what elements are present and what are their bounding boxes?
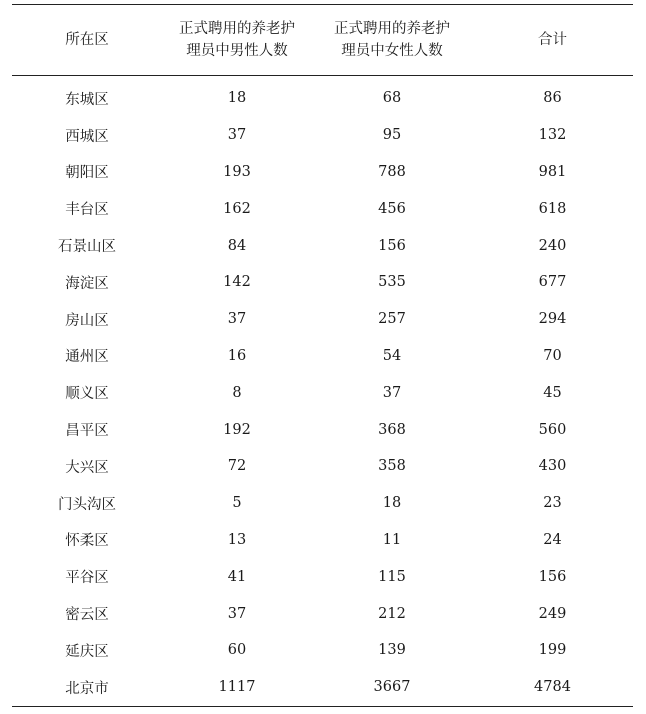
table-row	[12, 374, 633, 411]
header-male-count	[162, 5, 312, 76]
cell-male: 37	[227, 311, 247, 328]
cell-female: 139	[378, 642, 406, 659]
cell-male: 41	[227, 568, 247, 585]
cell-female: 11	[382, 531, 402, 548]
table-body	[12, 76, 633, 707]
cell-total: 199	[538, 642, 567, 659]
table-row	[12, 411, 633, 448]
header-total-label: 合计	[538, 32, 567, 48]
cell-male: 18	[227, 90, 247, 107]
cell-district: 北京市	[12, 669, 162, 706]
cell-district: 房山区	[65, 312, 109, 329]
cell-total: 4784	[472, 669, 633, 706]
table-row	[12, 190, 633, 227]
cell-district: 海淀区	[65, 275, 109, 292]
cell-total: 249	[538, 605, 567, 622]
cell-district: 门头沟区	[58, 496, 116, 513]
cell-district: 密云区	[65, 607, 109, 624]
cell-district: 石景山区	[58, 239, 116, 256]
cell-total: 618	[538, 200, 567, 217]
cell-total: 294	[538, 311, 567, 328]
cell-female: 212	[378, 605, 406, 622]
header-female-count	[312, 5, 472, 76]
cell-female: 95	[382, 127, 402, 144]
cell-district: 丰台区	[65, 202, 109, 219]
table-row	[12, 632, 633, 669]
cell-female: 37	[382, 384, 402, 401]
table-row	[12, 558, 633, 595]
cell-male: 5	[232, 495, 242, 512]
cell-female: 257	[378, 311, 406, 328]
cell-district: 大兴区	[65, 459, 109, 476]
cell-male: 1117	[162, 669, 312, 706]
cell-male: 37	[227, 127, 247, 144]
table-header	[12, 5, 633, 76]
cell-district: 平谷区	[65, 570, 109, 587]
cell-female: 54	[382, 347, 402, 364]
table-row	[12, 448, 633, 485]
cell-district: 顺义区	[65, 386, 109, 403]
header-male-line1: 正式聘用的养老护	[179, 21, 295, 37]
cell-total: 240	[538, 237, 567, 254]
header-district-label: 所在区	[65, 32, 109, 48]
cell-male: 72	[227, 458, 247, 475]
table-row	[12, 264, 633, 301]
header-female-line2: 理员中女性人数	[341, 43, 443, 59]
cell-total: 86	[543, 90, 562, 107]
cell-district: 西城区	[65, 128, 109, 145]
cell-male: 60	[227, 642, 247, 659]
cell-male: 8	[232, 384, 242, 401]
header-district	[12, 5, 162, 76]
cell-female: 18	[382, 495, 402, 512]
cell-total: 677	[538, 274, 567, 291]
caregiver-table-container	[12, 4, 633, 707]
cell-female: 358	[378, 458, 406, 475]
cell-female: 3667	[312, 669, 472, 706]
cell-male: 84	[227, 237, 247, 254]
table-row	[12, 485, 633, 522]
cell-total: 430	[538, 458, 567, 475]
cell-male: 162	[223, 200, 251, 217]
cell-female: 68	[382, 90, 402, 107]
cell-total: 156	[538, 568, 567, 585]
cell-male: 37	[227, 605, 247, 622]
cell-total: 132	[538, 127, 567, 144]
cell-male: 16	[227, 347, 247, 364]
cell-female: 156	[378, 237, 406, 254]
cell-female: 788	[378, 163, 406, 180]
header-male-line2: 理员中男性人数	[186, 43, 288, 59]
cell-district: 通州区	[65, 349, 109, 366]
cell-district: 东城区	[65, 91, 109, 108]
cell-male: 142	[223, 274, 251, 291]
header-row	[12, 5, 633, 76]
table-row	[12, 669, 633, 706]
cell-total: 45	[543, 384, 562, 401]
cell-female: 535	[378, 274, 406, 291]
cell-male: 192	[223, 421, 251, 438]
cell-female: 456	[378, 200, 406, 217]
table-row	[12, 338, 633, 375]
caregiver-gender-table	[12, 4, 633, 707]
cell-total: 560	[538, 421, 567, 438]
cell-total: 981	[538, 163, 567, 180]
table-row	[12, 227, 633, 264]
cell-female: 115	[378, 568, 406, 585]
cell-district: 朝阳区	[65, 165, 109, 182]
cell-district: 延庆区	[65, 643, 109, 660]
header-total	[472, 5, 633, 76]
header-female-line1: 正式聘用的养老护	[334, 21, 450, 37]
cell-district: 怀柔区	[65, 533, 109, 550]
table-row	[12, 301, 633, 338]
cell-total: 24	[543, 531, 562, 548]
cell-male: 13	[227, 531, 247, 548]
cell-female: 368	[378, 421, 406, 438]
cell-male: 193	[223, 163, 251, 180]
cell-district: 昌平区	[65, 423, 109, 440]
table-row	[12, 76, 633, 117]
cell-total: 70	[543, 347, 562, 364]
cell-total: 23	[543, 495, 562, 512]
table-row	[12, 522, 633, 559]
table-row	[12, 117, 633, 154]
table-row	[12, 154, 633, 191]
table-row	[12, 595, 633, 632]
